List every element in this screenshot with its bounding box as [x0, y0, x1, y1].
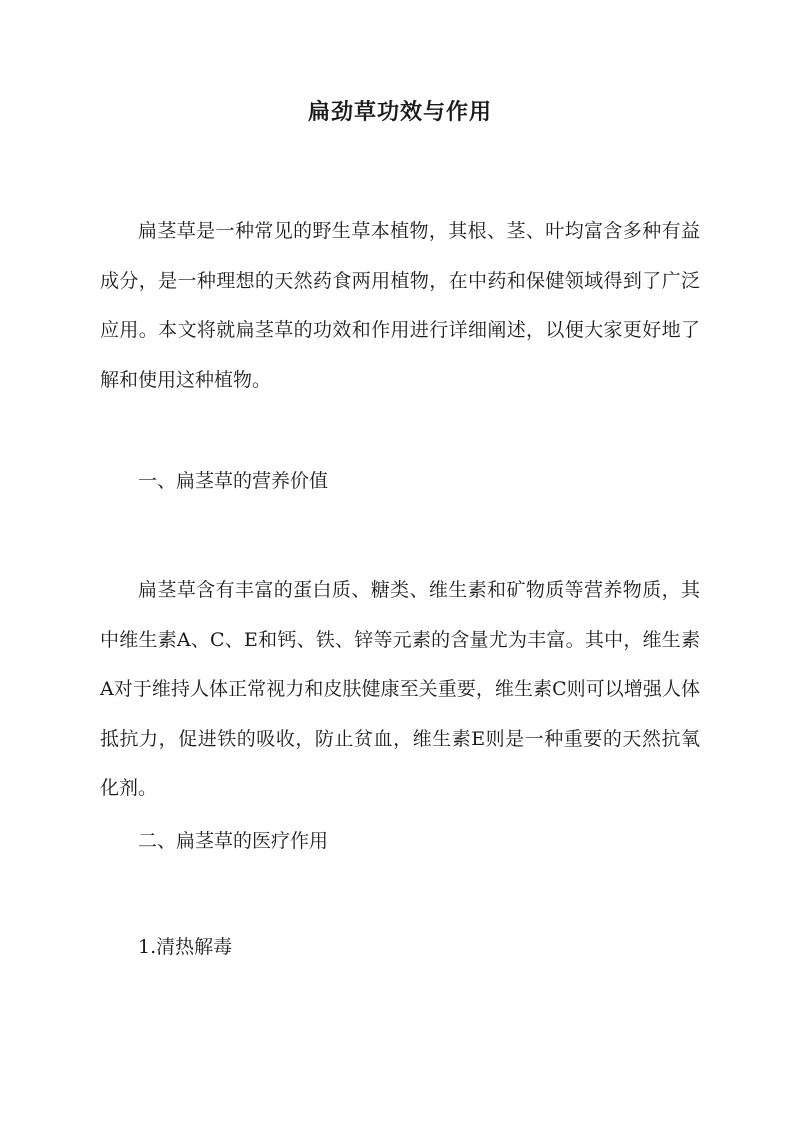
subsection-heading-detox: 1.清热解毒	[138, 936, 233, 958]
intro-paragraph: 扁茎草是一种常见的野生草本植物，其根、茎、叶均富含多种有益成分，是一种理想的天然药食两用植物，在中药和保健领域得到了广泛应用。本文将就扁茎草的功效和作用进行详细阐述，以便大家更好地了解和使用这种植物。	[100, 220, 700, 391]
nutrition-paragraph: 扁茎草含有丰富的蛋白质、糖类、维生素和矿物质等营养物质，其中维生素A、C、E和钙、铁、锌等元素的含量尤为丰富。其中，维生素A对于维持人体正常视力和皮肤健康至关重要，维生素C则可以增强人体抵抗力，促进铁的吸收，防止贫血，维生素E则是一种重要的天然抗氧化剂。	[100, 579, 700, 799]
document-title: 扁劲草功效与作用	[307, 99, 492, 125]
section-heading-medical: 二、扁茎草的医疗作用	[138, 830, 329, 852]
section-heading-nutrition: 一、扁茎草的营养价值	[138, 470, 329, 492]
